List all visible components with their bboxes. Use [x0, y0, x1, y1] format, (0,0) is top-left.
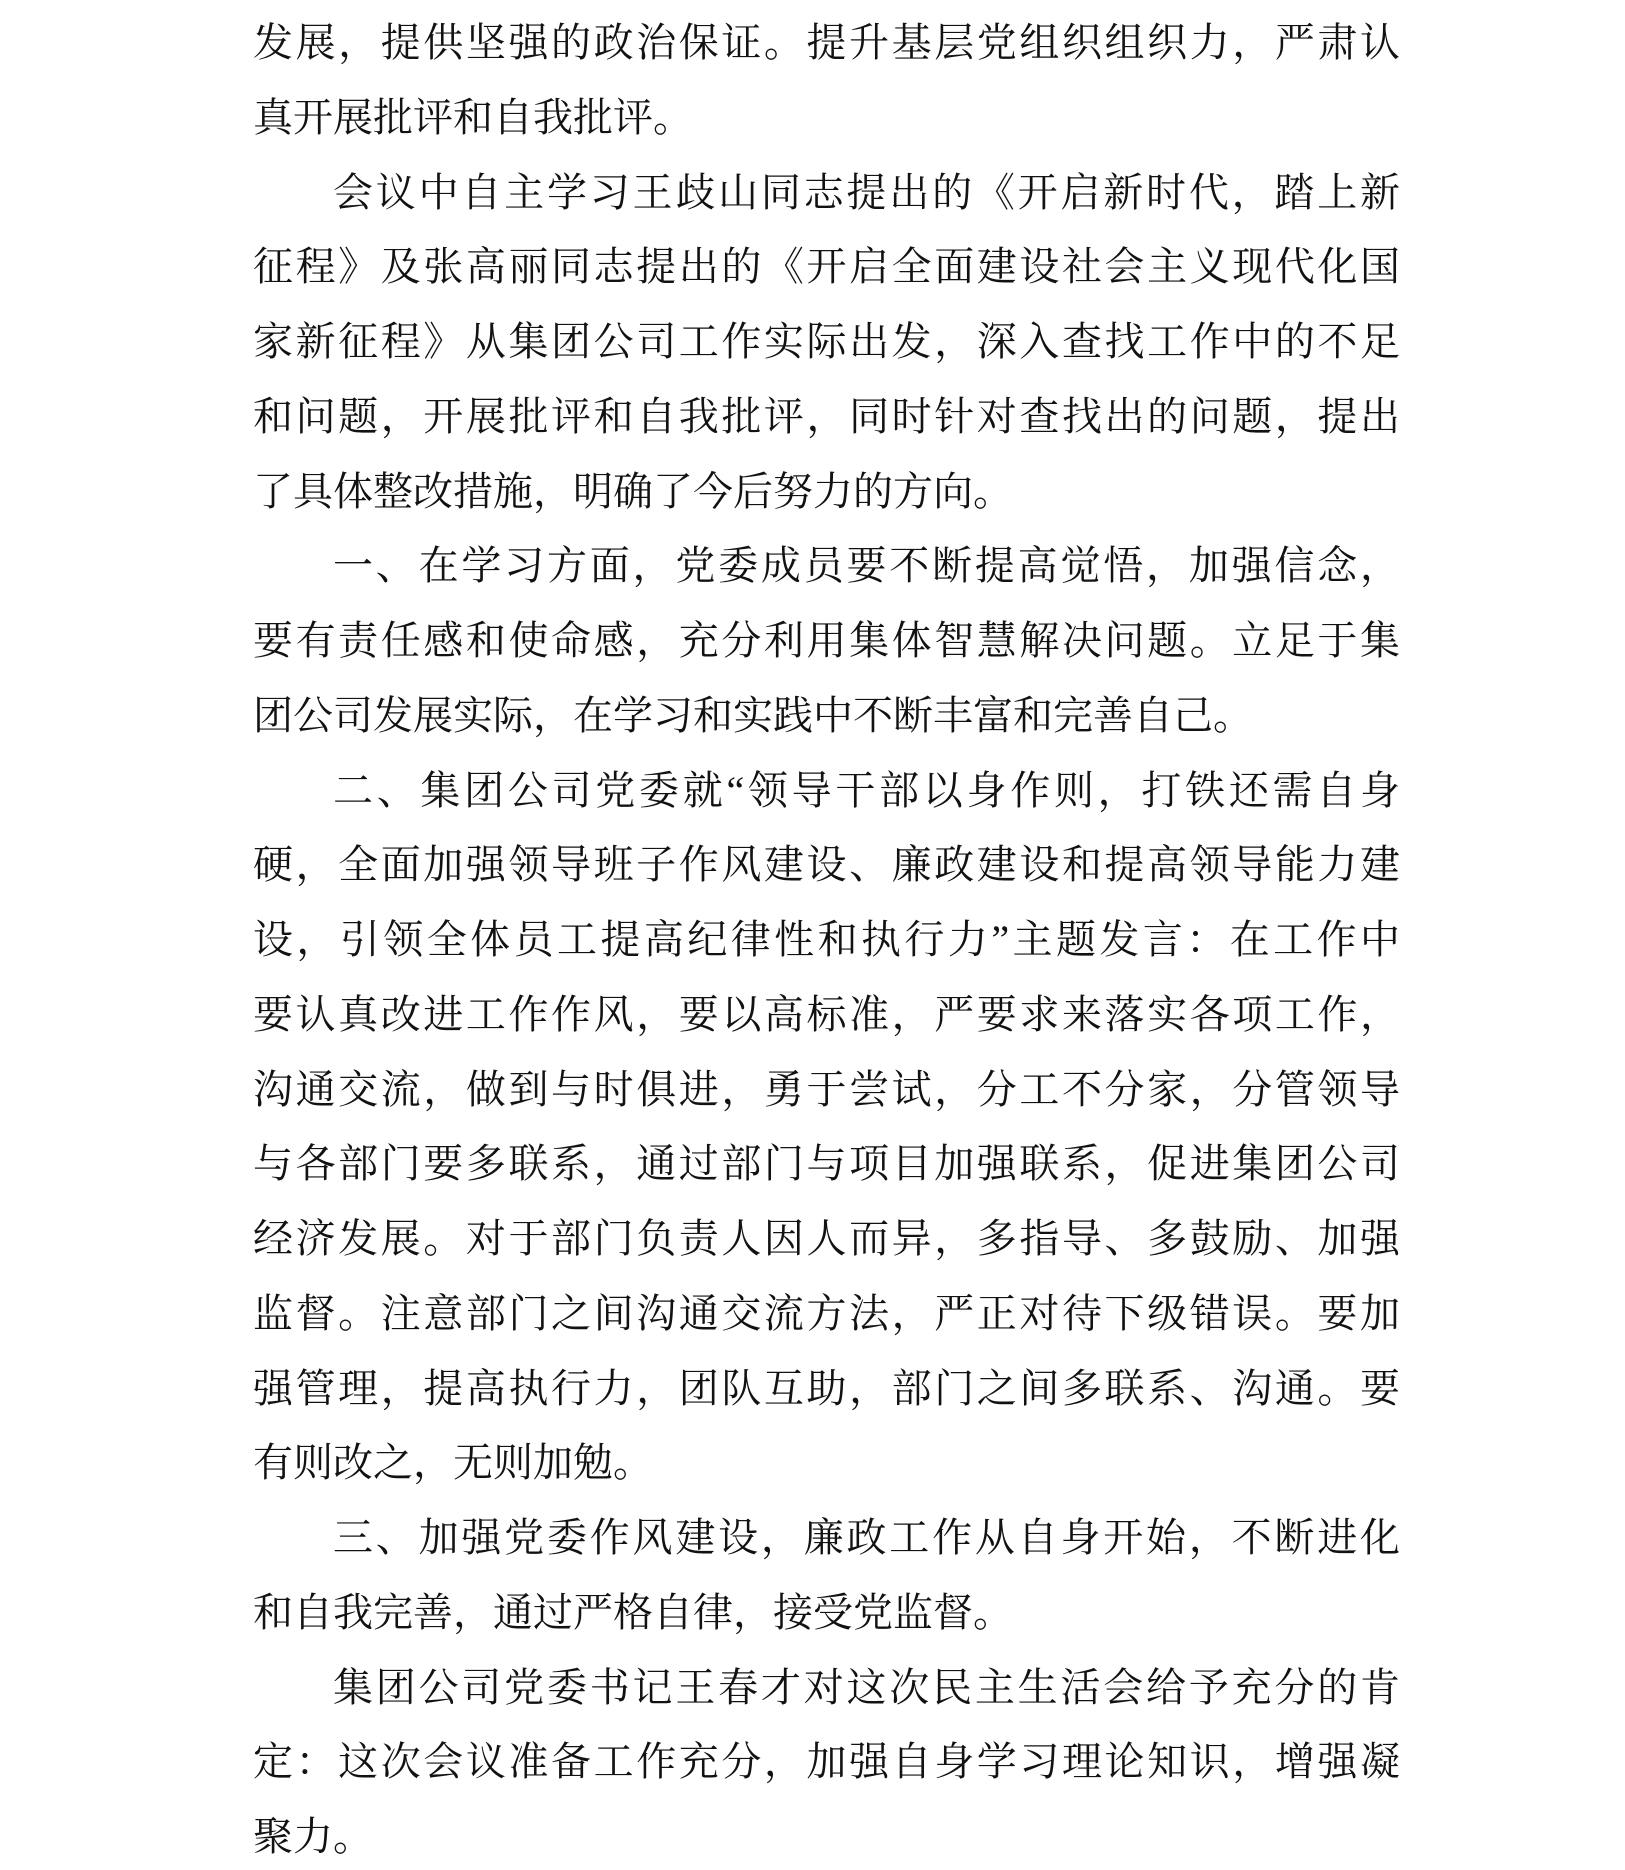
text-line: 真开展批评和自我批评。	[253, 94, 693, 140]
text-line: 监督。注意部门之间沟通交流方法，严正对待下级错误。要加	[253, 1290, 1400, 1336]
text-line: 沟通交流，做到与时俱进，勇于尝试，分工不分家，分管领导	[253, 1066, 1400, 1112]
text-block	[253, 6, 1400, 1870]
paragraph	[253, 1651, 1400, 1870]
text-line: 一、在学习方面，党委成员要不断提高觉悟，加强信念，	[333, 543, 1400, 589]
paragraph	[253, 1501, 1400, 1651]
paragraph	[253, 754, 1400, 1502]
text-line: 定：这次会议准备工作充分，加强自身学习理论知识，增强凝	[253, 1739, 1400, 1785]
text-line: 会议中自主学习王歧山同志提出的《开启新时代，踏上新	[333, 169, 1400, 215]
text-line: 有则改之，无则加勉。	[253, 1440, 653, 1486]
text-line: 二、集团公司党委就“领导干部以身作则，打铁还需自身	[333, 767, 1400, 813]
text-line: 经济发展。对于部门负责人因人而异，多指导、多鼓励、加强	[253, 1216, 1400, 1261]
text-line: 家新征程》从集团公司工作实际出发，深入查找工作中的不足	[253, 319, 1400, 364]
text-line: 和问题，开展批评和自我批评，同时针对查找出的问题，提出	[253, 393, 1400, 439]
text-line: 发展，提供坚强的政治保证。提升基层党组织组织力，严肃认	[253, 20, 1400, 65]
paragraph	[253, 529, 1400, 753]
text-line: 集团公司党委书记王春才对这次民主生活会给予充分的肯	[333, 1664, 1400, 1710]
text-line: 聚力。	[253, 1814, 373, 1859]
text-line: 三、加强党委作风建设，廉政工作从自身开始，不断进化	[333, 1515, 1400, 1560]
text-line: 征程》及张高丽同志提出的《开启全面建设社会主义现代化国	[253, 244, 1400, 290]
text-line: 要认真改进工作作风，要以高标准，严要求来落实各项工作，	[253, 991, 1400, 1037]
text-line: 和自我完善，通过严格自律，接受党监督。	[253, 1589, 1013, 1635]
text-line: 设，引领全体员工提高纪律性和执行力”主题发言：在工作中	[253, 917, 1400, 962]
text-line: 要有责任感和使命感，充分利用集体智慧解决问题。立足于集	[253, 618, 1400, 663]
text-line: 团公司发展实际，在学习和实践中不断丰富和完善自己。	[253, 692, 1253, 738]
text-line: 强管理，提高执行力，团队互助，部门之间多联系、沟通。要	[253, 1365, 1400, 1411]
paragraph	[253, 6, 1400, 156]
text-line: 了具体整改措施，明确了今后努力的方向。	[253, 468, 1013, 514]
text-line: 与各部门要多联系，通过部门与项目加强联系，促进集团公司	[253, 1141, 1400, 1187]
paragraph	[253, 156, 1400, 530]
text-line: 硬，全面加强领导班子作风建设、廉政建设和提高领导能力建	[253, 842, 1400, 888]
